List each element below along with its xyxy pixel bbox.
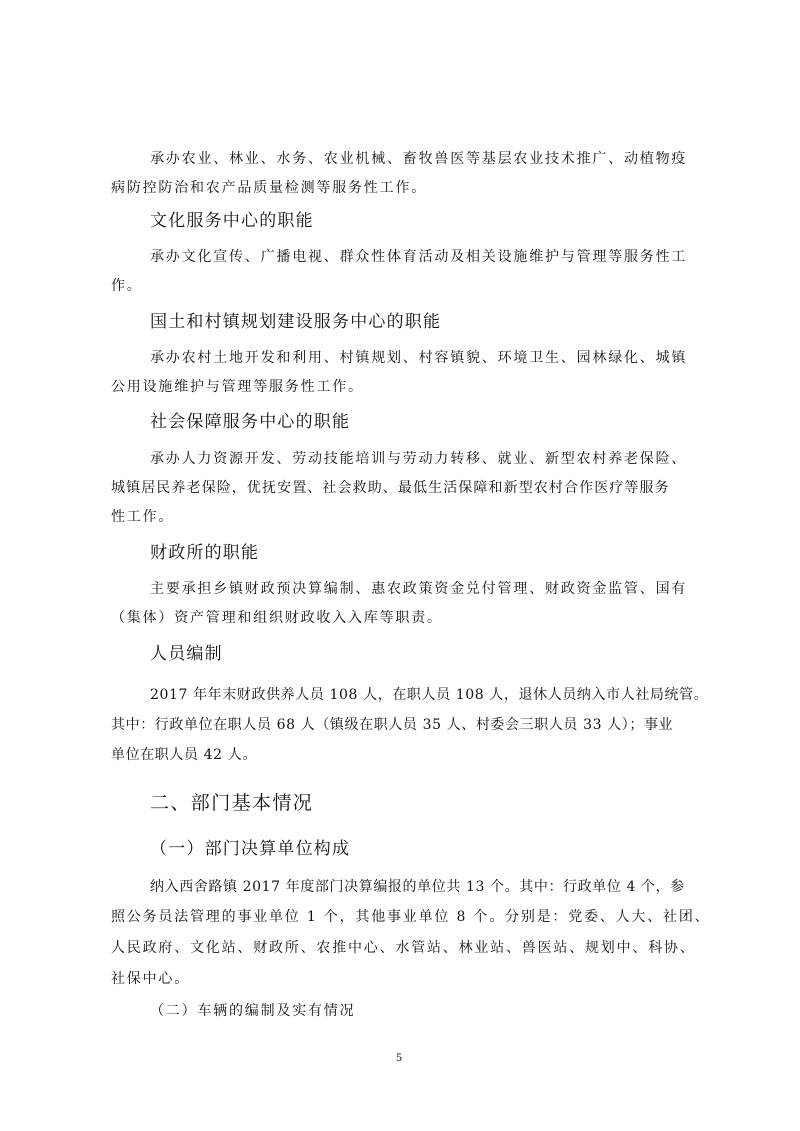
culture-heading: 文化服务中心的职能	[150, 211, 314, 231]
social-security-duty-line-3: 性工作。	[111, 509, 175, 525]
finance-office-heading: 财政所的职能	[150, 543, 260, 563]
social-security-heading: 社会保障服务中心的职能	[150, 412, 351, 432]
personnel-heading: 人员编制	[150, 644, 223, 664]
personnel-line-1: 2017 年年末财政供养人员 108 人，在职人员 108 人，退休人员纳入市人社局统管。	[150, 687, 709, 703]
social-security-duty-line-1: 承办人力资源开发、劳动技能培训与劳动力转移、就业、新型农村养老保险、	[150, 451, 688, 467]
section-2-1-heading: （一）部门决算单位构成	[150, 839, 351, 859]
finance-office-duty-line-1: 主要承担乡镇财政预决算编制、惠农政策资金兑付管理、财政资金监管、国有	[150, 581, 688, 597]
page-number: 5	[396, 1050, 402, 1064]
unit-composition-line-2: 照公务员法管理的事业单位 1 个，其他事业单位 8 个。分别是：党委、人大、社团、	[111, 909, 711, 925]
agri-duty-line-1: 承办农业、林业、水务、农业机械、畜牧兽医等基层农业技术推广、动植物疫	[150, 151, 688, 167]
finance-office-duty-line-2: （集体）资产管理和组织财政收入入库等职责。	[111, 610, 443, 626]
unit-composition-line-3: 人民政府、文化站、财政所、农推中心、水管站、林业站、兽医站、规划中、科协、	[111, 940, 696, 956]
land-planning-duty-line-1: 承办农村土地开发和利用、村镇规划、村容镇貌、环境卫生、园林绿化、城镇	[150, 350, 688, 366]
personnel-line-2: 其中：行政单位在职人员 68 人（镇级在职人员 35 人、村委会三职人员 33 人）；事业	[111, 717, 674, 733]
social-security-duty-line-2: 城镇居民养老保险，优抚安置、社会救助、最低生活保障和新型农村合作医疗等服务	[111, 480, 670, 496]
section-2-heading: 二、部门基本情况	[150, 792, 314, 814]
land-planning-heading: 国土和村镇规划建设服务中心的职能	[150, 312, 442, 332]
unit-composition-line-1: 纳入西舍路镇 2017 年度部门决算编报的单位共 13 个。其中：行政单位 4 个，参	[150, 879, 685, 895]
culture-duty-line-1: 承办文化宣传、广播电视、群众性体育活动及相关设施维护与管理等服务性工	[150, 249, 688, 265]
culture-duty-line-2: 作。	[111, 278, 143, 294]
land-planning-duty-line-2: 公用设施维护与管理等服务性工作。	[111, 379, 364, 395]
unit-composition-line-4: 社保中心。	[111, 971, 190, 987]
agri-duty-line-2: 病防控防治和农产品质量检测等服务性工作。	[111, 180, 427, 196]
personnel-line-3: 单位在职人员 42 人。	[111, 747, 257, 763]
section-2-2-heading: （二）车辆的编制及实有情况	[150, 1003, 356, 1019]
